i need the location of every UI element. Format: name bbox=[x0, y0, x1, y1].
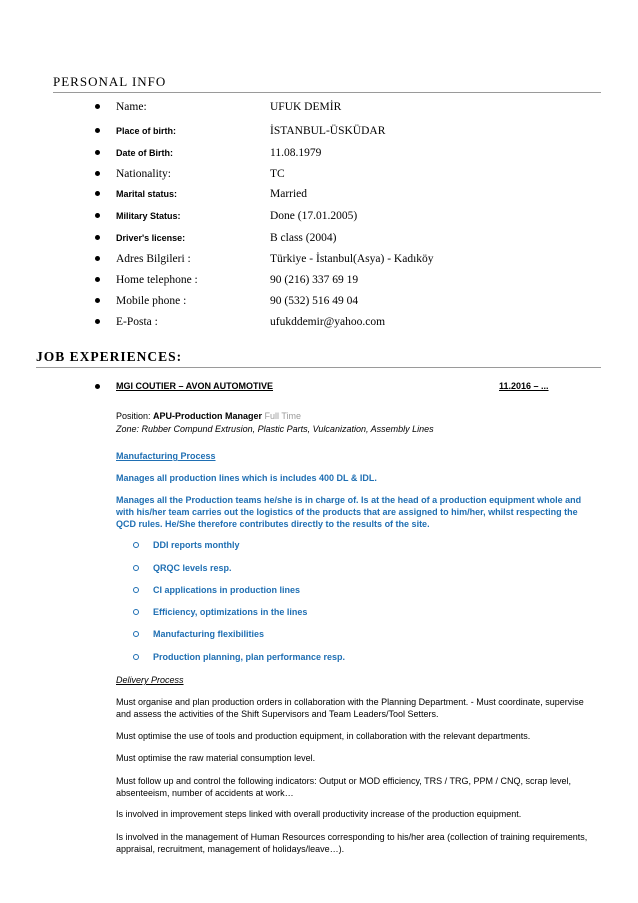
bullet-icon bbox=[95, 319, 100, 324]
sub-item-label: CI applications in production lines bbox=[153, 585, 301, 595]
info-label: Place of birth: bbox=[116, 126, 177, 136]
info-label: Mobile phone : bbox=[116, 295, 187, 307]
bullet-icon bbox=[95, 128, 100, 133]
bullet-icon bbox=[95, 256, 100, 261]
info-value: Married bbox=[270, 188, 308, 200]
info-row-drivers-license bbox=[95, 232, 595, 250]
delivery-paragraph: Must follow up and control the following indicators: Output or MOD efficiency, TRS / TRG, PPM / CNQ, scrap level, absenteeism, number of accidents at work… bbox=[116, 776, 572, 798]
job-experiences-heading: JOB EXPERIENCES: bbox=[36, 349, 601, 368]
position-title: APU-Production Manager bbox=[153, 411, 263, 421]
sub-list-item bbox=[133, 629, 573, 641]
bullet-icon bbox=[95, 213, 100, 218]
sub-list-item bbox=[133, 540, 573, 552]
sub-list-item bbox=[133, 585, 573, 597]
circle-bullet-icon bbox=[133, 609, 139, 615]
job-entry-header bbox=[95, 381, 575, 395]
info-row-date-of-birth bbox=[95, 147, 595, 165]
manufacturing-paragraph: Manages all the Production teams he/she is in charge of. Is at the head of a production equipment whole and with his/her team carries out the logistics of the products that are assigned to him/her, whilst respecting the QCD rules. He/She therefore contributes directly to the results of the site. bbox=[116, 495, 582, 529]
delivery-paragraph: Is involved in the management of Human Resources corresponding to his/her area (collection of training requirements, appraisal, recruitment, management of holidays/leave…). bbox=[116, 832, 588, 854]
circle-bullet-icon bbox=[133, 565, 139, 571]
info-value: ufukddemir@yahoo.com bbox=[270, 316, 386, 328]
sub-item-label: Efficiency, optimizations in the lines bbox=[153, 607, 308, 617]
position-prefix: Position: bbox=[116, 411, 154, 421]
circle-bullet-icon bbox=[133, 631, 139, 637]
sub-list-item bbox=[133, 563, 573, 575]
job-date: 11.2016 – ... bbox=[499, 381, 549, 391]
bullet-icon bbox=[95, 150, 100, 155]
job-position-line bbox=[116, 410, 596, 422]
info-row-home-telephone bbox=[95, 274, 595, 292]
info-label: Adres Bilgileri : bbox=[116, 253, 191, 265]
info-value: 90 (532) 516 49 04 bbox=[270, 295, 359, 307]
manufacturing-heading: Manufacturing Process bbox=[116, 451, 216, 461]
sub-item-label: DDI reports monthly bbox=[153, 540, 240, 550]
circle-bullet-icon bbox=[133, 654, 139, 660]
delivery-paragraph: Must optimise the use of tools and production equipment, in collaboration with the relevant departments. bbox=[116, 731, 531, 741]
personal-info-heading: PERSONAL INFO bbox=[53, 74, 601, 93]
info-label: Date of Birth: bbox=[116, 148, 173, 158]
circle-bullet-icon bbox=[133, 542, 139, 548]
bullet-icon bbox=[95, 277, 100, 282]
bullet-icon bbox=[95, 384, 100, 389]
info-row-place-of-birth bbox=[95, 125, 595, 143]
bullet-icon bbox=[95, 191, 100, 196]
delivery-paragraph: Is involved in improvement steps linked with overall productivity increase of the production equipment. bbox=[116, 809, 522, 819]
info-value: Türkiye - İstanbul(Asya) - Kadıköy bbox=[270, 253, 434, 265]
bullet-icon bbox=[95, 171, 100, 176]
info-value: İSTANBUL-ÜSKÜDAR bbox=[270, 125, 386, 137]
info-row-nationality bbox=[95, 168, 595, 186]
info-row-name bbox=[95, 101, 595, 119]
info-label: Military Status: bbox=[116, 211, 181, 221]
delivery-heading: Delivery Process bbox=[116, 675, 184, 685]
info-label: Home telephone : bbox=[116, 274, 198, 286]
bullet-icon bbox=[95, 104, 100, 109]
info-label: E-Posta : bbox=[116, 316, 158, 328]
delivery-paragraph: Must optimise the raw material consumption level. bbox=[116, 753, 316, 763]
sub-item-label: QRQC levels resp. bbox=[153, 563, 232, 573]
delivery-paragraph: Must organise and plan production orders in collaboration with the Planning Department. - Must coordinate, supervise and assess the activities of the Shift Supervisors and Team Leaders/Tool Setters. bbox=[116, 697, 584, 719]
sub-item-label: Manufacturing flexibilities bbox=[153, 629, 265, 639]
info-row-military-status bbox=[95, 210, 595, 228]
info-value: 11.08.1979 bbox=[270, 147, 322, 159]
info-value: UFUK DEMİR bbox=[270, 101, 342, 113]
info-label: Marital status: bbox=[116, 189, 178, 199]
info-value: TC bbox=[270, 168, 285, 180]
info-label: Name: bbox=[116, 101, 147, 113]
circle-bullet-icon bbox=[133, 587, 139, 593]
info-label: Driver's license: bbox=[116, 233, 186, 243]
sub-list-item bbox=[133, 652, 573, 664]
info-row-email bbox=[95, 316, 595, 334]
sub-item-label: Production planning, plan performance resp. bbox=[153, 652, 346, 662]
job-zone: Zone: Rubber Compund Extrusion, Plastic Parts, Vulcanization, Assembly Lines bbox=[116, 424, 434, 434]
position-type: Full Time bbox=[262, 411, 302, 421]
info-row-mobile-phone bbox=[95, 295, 595, 313]
info-value: Done (17.01.2005) bbox=[270, 210, 358, 222]
info-row-address bbox=[95, 253, 595, 271]
bullet-icon bbox=[95, 298, 100, 303]
info-label: Nationality: bbox=[116, 168, 171, 180]
info-value: 90 (216) 337 69 19 bbox=[270, 274, 359, 286]
info-value: B class (2004) bbox=[270, 232, 337, 244]
manufacturing-paragraph: Manages all production lines which is includes 400 DL & IDL. bbox=[116, 473, 377, 483]
info-row-marital-status bbox=[95, 188, 595, 206]
bullet-icon bbox=[95, 235, 100, 240]
job-company: MGI COUTIER – AVON AUTOMOTIVE bbox=[116, 381, 274, 391]
sub-list-item bbox=[133, 607, 573, 619]
